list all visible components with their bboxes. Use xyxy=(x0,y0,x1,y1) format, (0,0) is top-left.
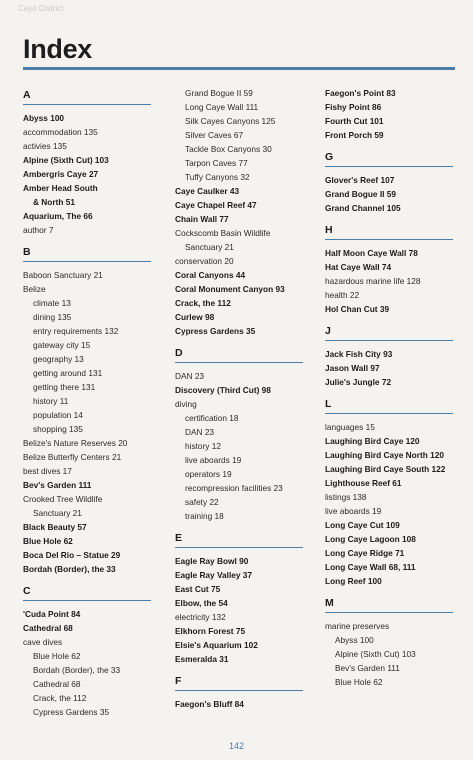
bleed-through-text: Cayo District xyxy=(18,4,64,13)
index-entry: cave dives xyxy=(23,637,63,647)
index-subentry: gateway city 15 xyxy=(33,340,91,350)
index-subentry: safety 22 xyxy=(185,497,219,507)
index-entry: Jack Fish City 93 xyxy=(325,349,393,359)
index-subentry: certification 18 xyxy=(185,413,239,423)
index-entry: best dives 17 xyxy=(23,466,72,476)
index-entry: Hol Chan Cut 39 xyxy=(325,304,390,314)
index-entry: Cypress Gardens 35 xyxy=(175,326,256,336)
index-subentry: history 12 xyxy=(185,441,221,451)
index-subentry: Silver Caves 67 xyxy=(185,130,244,140)
index-entry: health 22 xyxy=(325,290,360,300)
index-entry: Lighthouse Reef 61 xyxy=(325,478,402,488)
index-section-heading: A xyxy=(23,86,151,105)
index-entry: Coral Canyons 44 xyxy=(175,270,246,280)
index-subentry: history 11 xyxy=(33,396,69,406)
index-column-3 xyxy=(325,86,460,689)
index-entry: hazardous marine life 128 xyxy=(325,276,421,286)
index-subentry: climate 13 xyxy=(33,298,71,308)
index-entry: Long Caye Wall 68, 111 xyxy=(325,562,416,572)
index-entry: Eagle Ray Valley 37 xyxy=(175,570,253,580)
index-entry: Belize xyxy=(23,284,46,294)
index-section-heading: F xyxy=(175,672,303,691)
index-subentry: Tarpon Caves 77 xyxy=(185,158,248,168)
index-entry: Grand Bogue II 59 xyxy=(325,189,396,199)
index-entry: Curlew 98 xyxy=(175,312,215,322)
index-entry: Front Porch 59 xyxy=(325,130,384,140)
index-entry: Fourth Cut 101 xyxy=(325,116,384,126)
index-subentry: shopping 135 xyxy=(33,424,83,434)
index-column-1 xyxy=(23,86,158,719)
index-column-2 xyxy=(175,86,310,711)
index-subentry: Cathedral 68 xyxy=(33,679,81,689)
index-subentry: Sanctuary 21 xyxy=(185,242,234,252)
index-section-heading: H xyxy=(325,221,453,240)
index-subentry: Grand Bogue II 59 xyxy=(185,88,253,98)
index-entry: electricity 132 xyxy=(175,612,226,622)
index-entry: Eagle Ray Bowl 90 xyxy=(175,556,249,566)
index-subentry: recompression facilities 23 xyxy=(185,483,283,493)
index-entry: Coral Monument Canyon 93 xyxy=(175,284,285,294)
index-subentry: getting around 131 xyxy=(33,368,103,378)
index-subentry: Cypress Gardens 35 xyxy=(33,707,110,717)
index-entry: live aboards 19 xyxy=(325,506,382,516)
index-entry: Amber Head South xyxy=(23,183,98,193)
index-entry: 'Cuda Point 84 xyxy=(23,609,81,619)
index-subentry: population 14 xyxy=(33,410,83,420)
page-title: Index xyxy=(23,34,93,64)
index-entry: Long Caye Lagoon 108 xyxy=(325,534,416,544)
index-entry: Elsie's Aquarium 102 xyxy=(175,640,258,650)
index-entry: Long Reef 100 xyxy=(325,576,382,586)
index-subentry: Alpine (Sixth Cut) 103 xyxy=(335,649,416,659)
index-entry: Ambergris Caye 27 xyxy=(23,169,99,179)
index-entry: Black Beauty 57 xyxy=(23,522,87,532)
index-entry: Belize's Nature Reserves 20 xyxy=(23,438,128,448)
index-entry: accommodation 135 xyxy=(23,127,98,137)
index-section-heading: J xyxy=(325,322,453,341)
index-entry: conservation 20 xyxy=(175,256,234,266)
index-entry: Esmeralda 31 xyxy=(175,654,229,664)
index-section-heading: M xyxy=(325,594,453,613)
index-subentry: Abyss 100 xyxy=(335,635,374,645)
index-subentry: Tuffy Canyons 32 xyxy=(185,172,250,182)
index-entry: Long Caye Ridge 71 xyxy=(325,548,405,558)
index-entry: Elkhorn Forest 75 xyxy=(175,626,246,636)
index-entry: Abyss 100 xyxy=(23,113,65,123)
index-section-heading: L xyxy=(325,395,453,414)
index-subentry: Sanctuary 21 xyxy=(33,508,82,518)
index-entry: Julie's Jungle 72 xyxy=(325,377,392,387)
index-entry: Cathedral 68 xyxy=(23,623,73,633)
index-subentry: dining 135 xyxy=(33,312,72,322)
index-entry: Blue Hole 62 xyxy=(23,536,73,546)
index-entry: Chain Wall 77 xyxy=(175,214,229,224)
index-subentry: Bordah (Border), the 33 xyxy=(33,665,121,675)
index-entry: activies 135 xyxy=(23,141,67,151)
index-entry: listings 138 xyxy=(325,492,367,502)
index-subentry: Tackle Box Canyons 30 xyxy=(185,144,272,154)
index-subentry: entry requirements 132 xyxy=(33,326,119,336)
index-entry: marine preserves xyxy=(325,621,390,631)
index-entry: diving xyxy=(175,399,197,409)
index-subentry: geography 13 xyxy=(33,354,84,364)
index-entry: Faegon's Point 83 xyxy=(325,88,396,98)
index-subentry: Bev's Garden 111 xyxy=(335,663,400,673)
index-subentry: Silk Cayes Canyons 125 xyxy=(185,116,276,126)
index-entry: Caye Chapel Reef 47 xyxy=(175,200,257,210)
index-entry: Laughing Bird Caye South 122 xyxy=(325,464,446,474)
page-number: 142 xyxy=(228,741,245,751)
index-entry: Baboon Sanctuary 21 xyxy=(23,270,103,280)
index-entry: Laughing Bird Caye North 120 xyxy=(325,450,444,460)
index-subentry: live aboards 19 xyxy=(185,455,242,465)
index-entry: Boca Del Rio – Statue 29 xyxy=(23,550,121,560)
index-entry: Faegon's Bluff 84 xyxy=(175,699,244,709)
index-entry: Aquarium, The 66 xyxy=(23,211,93,221)
index-subentry: Long Caye Wall 111 xyxy=(185,102,259,112)
index-entry: DAN 23 xyxy=(175,371,205,381)
index-entry: Jason Wall 97 xyxy=(325,363,380,373)
index-entry: Long Caye Cut 109 xyxy=(325,520,400,530)
index-subentry: DAN 23 xyxy=(185,427,215,437)
index-entry: languages 15 xyxy=(325,422,375,432)
index-entry: Caye Caulker 43 xyxy=(175,186,240,196)
index-entry: Elbow, the 54 xyxy=(175,598,228,608)
index-entry: Bordah (Border), the 33 xyxy=(23,564,116,574)
index-entry: & North 51 xyxy=(33,197,75,207)
index-section-heading: B xyxy=(23,243,151,262)
title-rule xyxy=(23,67,455,70)
index-subentry: training 18 xyxy=(185,511,224,521)
index-entry: Fishy Point 86 xyxy=(325,102,382,112)
index-section-heading: D xyxy=(175,344,303,363)
index-section-heading: G xyxy=(325,148,453,167)
index-entry: Crack, the 112 xyxy=(175,298,231,308)
index-entry: East Cut 75 xyxy=(175,584,221,594)
index-entry: Bev's Garden 111 xyxy=(23,480,92,490)
index-entry: Hat Caye Wall 74 xyxy=(325,262,392,272)
index-entry: Half Moon Caye Wall 78 xyxy=(325,248,418,258)
index-subentry: getting there 131 xyxy=(33,382,96,392)
index-entry: author 7 xyxy=(23,225,54,235)
index-entry: Crooked Tree Wildlife xyxy=(23,494,103,504)
index-entry: Grand Channel 105 xyxy=(325,203,401,213)
index-entry: Cockscomb Basin Wildlife xyxy=(175,228,271,238)
index-section-heading: C xyxy=(23,582,151,601)
index-subentry: Crack, the 112 xyxy=(33,693,87,703)
index-subentry: Blue Hole 62 xyxy=(335,677,383,687)
index-entry: Laughing Bird Caye 120 xyxy=(325,436,420,446)
index-entry: Belize Butterfly Centers 21 xyxy=(23,452,122,462)
index-entry: Glover's Reef 107 xyxy=(325,175,395,185)
index-section-heading: E xyxy=(175,529,303,548)
index-subentry: Blue Hole 62 xyxy=(33,651,81,661)
index-entry: Alpine (Sixth Cut) 103 xyxy=(23,155,109,165)
index-subentry: operators 19 xyxy=(185,469,232,479)
index-entry: Discovery (Third Cut) 98 xyxy=(175,385,271,395)
